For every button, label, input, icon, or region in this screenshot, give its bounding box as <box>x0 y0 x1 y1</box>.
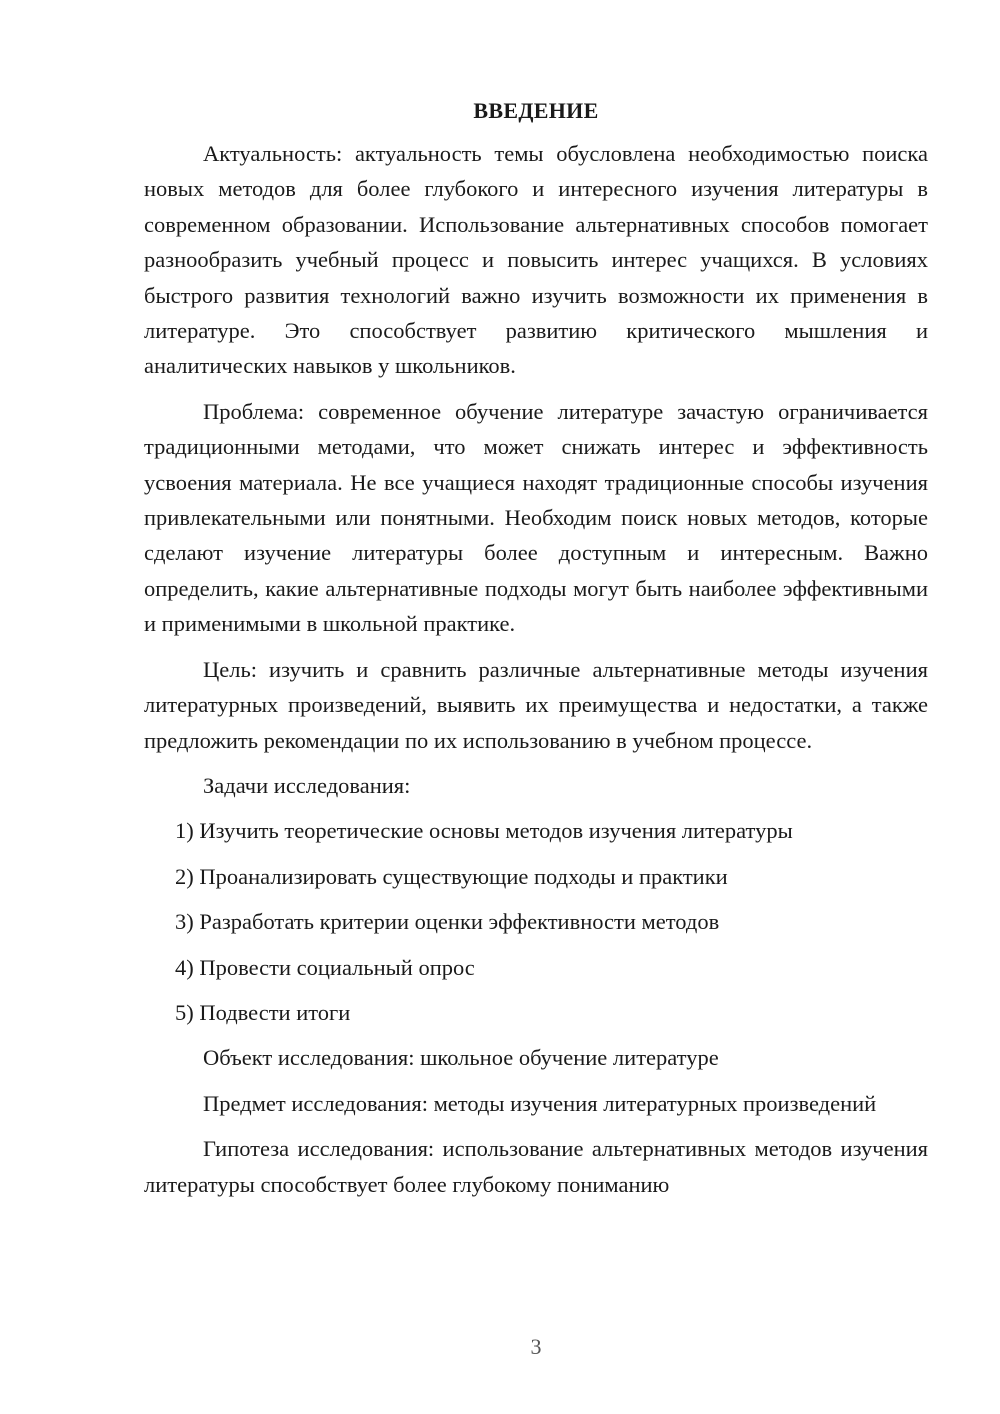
relevance-paragraph: Актуальность: актуальность темы обусловлена необходимостью поиска новых методов для более глубокого и интересного изучения литературы в современном образовании. Использование альтернативных способов помогает разнообразить учебный процесс и повысить интерес учащихся. В условиях быстрого развития технологий важно изучить возможности их применения в литературе. Это способствует развитию критического мышления и аналитических навыков у школьников. <box>144 141 928 379</box>
task-item-3: 3) Разработать критерии оценки эффективности методов <box>175 909 720 935</box>
page-heading: ВВЕДЕНИЕ <box>473 98 599 123</box>
task-item-5: 5) Подвести итоги <box>175 999 351 1025</box>
subject-paragraph: Предмет исследования: методы изучения литературных произведений <box>203 1090 877 1116</box>
object-paragraph: Объект исследования: школьное обучение литературе <box>203 1045 719 1071</box>
task-item-1: 1) Изучить теоретические основы методов изучения литературы <box>175 818 793 844</box>
document-page <box>144 96 928 1202</box>
hypothesis-paragraph: Гипотеза исследования: использование альтернативных методов изучения литературы способствует более глубокому пониманию <box>144 1136 928 1197</box>
page-number: 3 <box>530 1334 542 1359</box>
task-item-4: 4) Провести социальный опрос <box>175 954 475 980</box>
goal-paragraph: Цель: изучить и сравнить различные альтернативные методы изучения литературных произведений, выявить их преимущества и недостатки, а также предложить рекомендации по их использованию в учебном процессе. <box>144 656 928 753</box>
problem-paragraph: Проблема: современное обучение литературе зачастую ограничивается традиционными методами, что может снижать интерес и эффективность усвоения материала. Не все учащиеся находят традиционные способы изучения привлекательными или понятными. Необходим поиск новых методов, которые сделают изучение литературы более доступным и интересным. Важно определить, какие альтернативные подходы могут быть наиболее эффективными и применимыми в школьной практике. <box>144 398 928 637</box>
tasks-title: Задачи исследования: <box>203 772 411 798</box>
task-item-2: 2) Проанализировать существующие подходы и практики <box>175 863 728 889</box>
tasks-list <box>144 813 928 1030</box>
